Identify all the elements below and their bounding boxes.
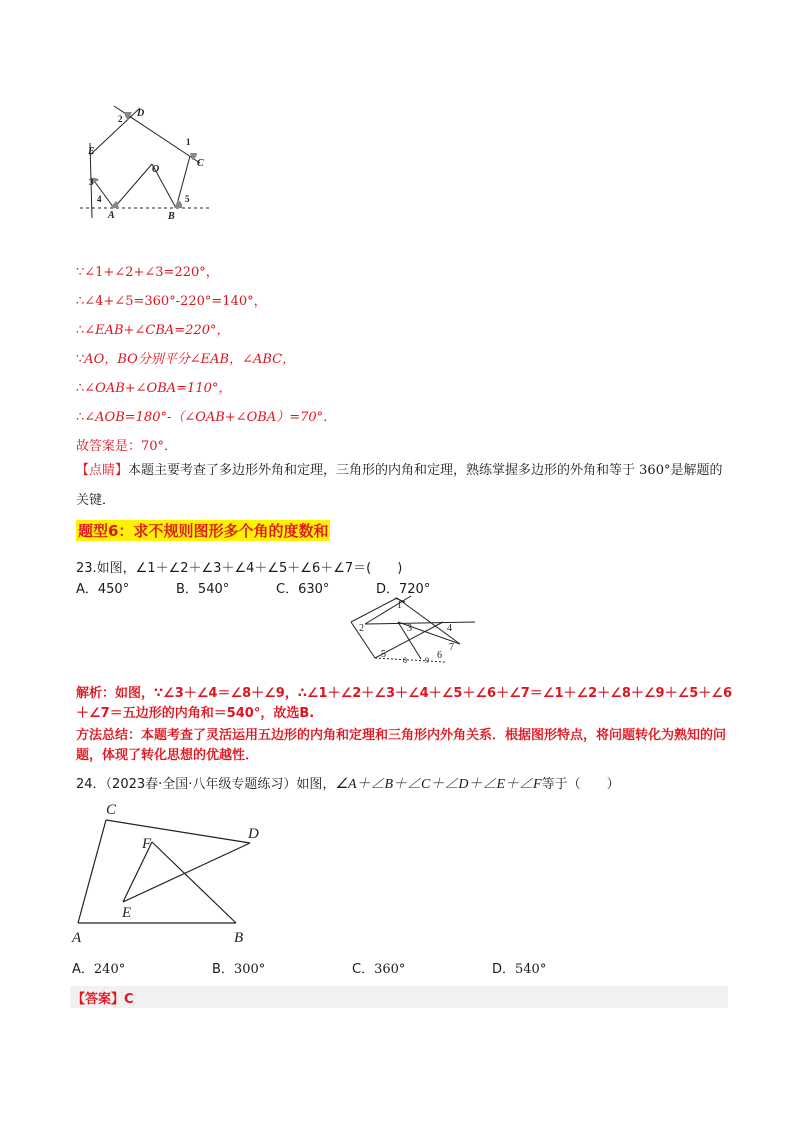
q23-angle-4: 4 [447,623,452,634]
q23-method-summary: 方法总结：本题考查了灵活运用五边形的内角和定理和三角形内外角关系．根据图形特点，将问题转化为熟知的问题，体现了转化思想的优越性． [76,728,727,763]
dianjing-text: 本题主要考查了多边形外角和定理，三角形的内角和定理，熟练掌握多边形的外角和等于 360°是解题的关键． [76,463,723,508]
q24-figure [68,798,268,948]
q23-angle-1: 1 [397,600,402,611]
q24-option-a: A．240° [72,962,126,977]
pentagon-label-o: O [152,164,160,175]
section-heading: 题型6：求不规则图形多个角的度数和 [78,522,329,540]
q23-angle-7: 7 [449,642,454,653]
pentagon-label-e: E [88,146,95,157]
q23-stem: 23.如图，∠1＋∠2＋∠3＋∠4＋∠5＋∠6＋∠7＝( ) [76,561,403,576]
q24-answer [72,988,134,1007]
pentagon-label-d: D [137,108,145,119]
solution-line: ∴∠4+∠5=360°-220°=140°， [76,294,267,309]
pentagon-angle-1: 1 [186,137,191,147]
q23-figure [345,594,480,669]
pentagon-label-b: B [168,211,175,222]
pentagon-angle-3: 3 [89,177,94,187]
solution-line: ∴∠EAB+∠CBA=220°， [76,323,230,338]
pentagon-label-a: A [108,210,115,221]
q24-label-a: A [72,930,82,946]
q23-analysis: 解析：如图，∵∠3＋∠4＝∠8＋∠9，∴∠1＋∠2＋∠3＋∠4＋∠5＋∠6＋∠7＝∠1＋∠2＋∠8＋∠9＋∠5＋∠6＋∠7＝五边形的内角和＝540°，故选B. [76,686,732,721]
q24-label-b: B [234,930,244,946]
pentagon-angle-4: 4 [97,194,102,204]
solution-line: ∵AO，BO分别平分∠EAB，∠ABC， [76,352,296,367]
answer-bar [70,986,728,1008]
q24-label-f: F [142,836,152,852]
pentagon-label-c: C [197,158,204,169]
q23-angle-6: 6 [437,650,442,661]
pentagon-figure [70,98,215,223]
q24-label-c: C [106,802,117,818]
q24-stem-prefix: 24．（2023春·全国·八年级专题练习）如图， [76,777,336,792]
q24-option-c: C．360° [352,962,406,977]
q23-option-a: A．450° [76,582,130,597]
q24-option-d: D．540° [492,962,547,977]
pentagon-angle-5: 5 [185,194,190,204]
answer-value: C [124,992,134,1007]
answer-tag: 【答案】 [72,992,125,1007]
q23-option-d: D．720° [376,582,431,597]
q23-angle-5: 5 [381,649,386,660]
q23-angle-2: 2 [359,623,364,634]
q23-angle-3: 3 [407,623,412,634]
q24-stem-formula: ∠A＋∠B＋∠C＋∠D＋∠E＋∠F [335,777,542,792]
q24-stem-suffix: 等于（ ） [541,777,620,792]
q23-angle-8: 8 [403,656,407,665]
q24-label-d: D [248,826,259,842]
solution-line: ∴∠OAB+∠OBA=110°， [76,381,232,396]
q23-angle-9: 9 [425,656,429,665]
solution-line: ∵∠1+∠2+∠3=220°， [76,265,219,280]
dianjing-tag: 【点睛】 [76,463,129,478]
answer-line: 故答案是：70°． [76,439,178,454]
q23-option-c: C．630° [276,582,330,597]
pentagon-angle-2: 2 [118,114,123,124]
solution-line: ∴∠AOB=180°-（∠OAB+∠OBA）=70°． [76,410,337,425]
q24-option-b: B．300° [212,962,266,977]
q23-option-b: B．540° [176,582,230,597]
dianjing-note [76,456,726,516]
q24-stem [76,773,620,793]
q24-label-e: E [122,905,132,921]
